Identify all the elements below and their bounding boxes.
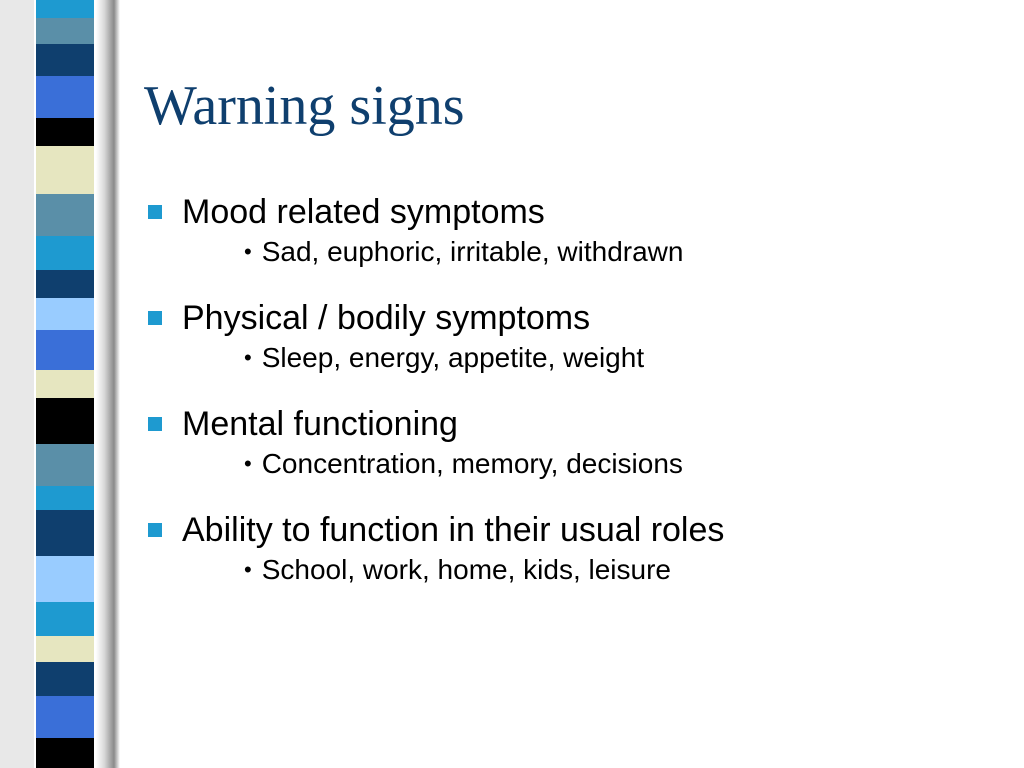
- square-bullet-icon: [148, 311, 162, 325]
- bullet-item: [144, 192, 1004, 232]
- bullet-item: [144, 298, 1004, 338]
- bullet-item: [144, 510, 1004, 550]
- sub-bullet-item: [144, 554, 1004, 586]
- dot-bullet-icon: •: [244, 451, 252, 476]
- sub-bullet-item: [144, 236, 1004, 268]
- decorative-stripe-band: [0, 0, 120, 768]
- dot-bullet-icon: •: [244, 345, 252, 370]
- bullet-label: Mood related symptoms: [182, 193, 545, 231]
- sub-bullet-label: Sad, euphoric, irritable, withdrawn: [261, 236, 684, 267]
- sub-bullet-label: School, work, home, kids, leisure: [261, 554, 671, 585]
- slide-title: Warning signs: [144, 75, 465, 137]
- sub-bullet-label: Concentration, memory, decisions: [261, 448, 683, 479]
- bullet-label: Ability to function in their usual roles: [182, 511, 725, 549]
- dot-bullet-icon: •: [244, 239, 252, 264]
- bullet-item: [144, 404, 1004, 444]
- sub-bullet-label: Sleep, energy, appetite, weight: [261, 342, 645, 373]
- sub-bullet-item: [144, 448, 1004, 480]
- square-bullet-icon: [148, 417, 162, 431]
- bullet-label: Physical / bodily symptoms: [182, 299, 591, 337]
- bullet-list: [144, 192, 1004, 616]
- dot-bullet-icon: •: [244, 557, 252, 582]
- square-bullet-icon: [148, 523, 162, 537]
- square-bullet-icon: [148, 205, 162, 219]
- bullet-label: Mental functioning: [182, 405, 458, 443]
- sub-bullet-item: [144, 342, 1004, 374]
